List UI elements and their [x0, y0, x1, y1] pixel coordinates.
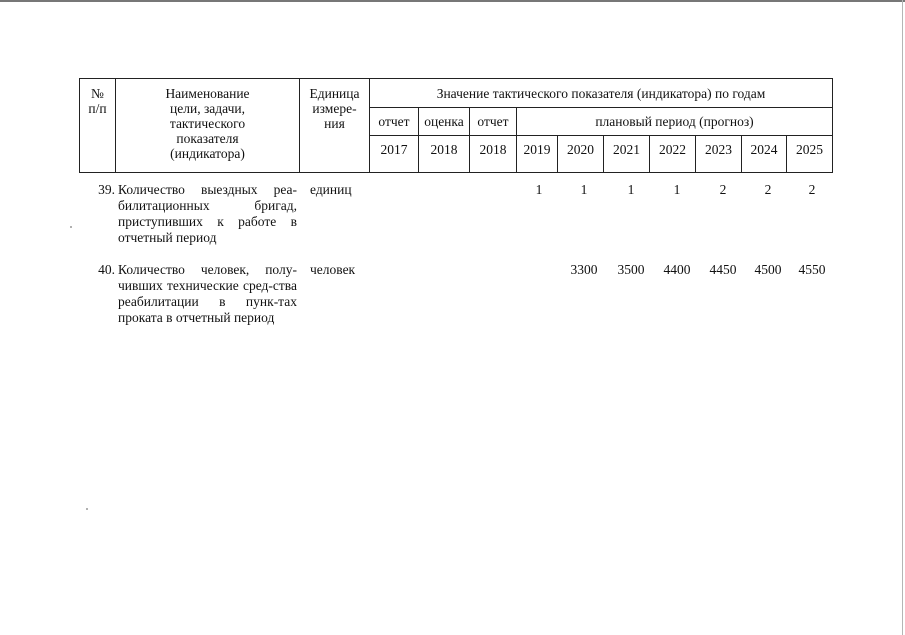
row-value-2019: 1 — [535, 182, 543, 197]
table-row — [79, 182, 836, 252]
row-indicator-name: Количество человек, полу-чивших технические сред-ства реабилитации в пунк-тах проката в отчетный период — [118, 262, 297, 325]
header-year: 2020 — [558, 136, 604, 173]
header-name: Наименование цели, задачи, тактического показателя (индикатора) — [116, 79, 300, 173]
header-sub-plan: плановый период (прогноз) — [517, 108, 833, 136]
header-year: 2022 — [650, 136, 696, 173]
row-number: 40. — [98, 262, 115, 277]
row-unit: человек — [310, 262, 356, 277]
row-value-2021: 1 — [627, 182, 635, 197]
row-value-2024: 4500 — [754, 262, 782, 277]
row-value-2021: 3500 — [617, 262, 645, 277]
row-value-2020: 1 — [580, 182, 588, 197]
row-value-2025: 4550 — [798, 262, 826, 277]
header-unit: Единица измере- ния — [300, 79, 370, 173]
header-year: 2023 — [696, 136, 742, 173]
header-year: 2017 — [370, 136, 419, 173]
scan-speck — [70, 226, 72, 228]
row-indicator-name: Количество выездных реа-билитационных бригад, приступивших к работе в отчетный период — [118, 182, 297, 245]
row-value-2022: 1 — [673, 182, 681, 197]
scan-speck — [86, 508, 88, 510]
row-unit: единиц — [310, 182, 352, 197]
header-sub-report-2017: отчет — [370, 108, 419, 136]
header-year: 2021 — [604, 136, 650, 173]
row-value-2020: 3300 — [570, 262, 598, 277]
indicator-table-header — [79, 78, 833, 173]
header-year: 2025 — [787, 136, 833, 173]
header-year: 2019 — [517, 136, 558, 173]
scan-right-edge — [902, 0, 903, 635]
row-number: 39. — [98, 182, 115, 197]
row-value-2023: 2 — [719, 182, 727, 197]
header-sub-estimate: оценка — [419, 108, 470, 136]
row-value-2025: 2 — [808, 182, 816, 197]
header-year: 2018 — [470, 136, 517, 173]
table-row — [79, 262, 836, 348]
header-num: № п/п — [80, 79, 116, 173]
header-year: 2018 — [419, 136, 470, 173]
row-value-2024: 2 — [764, 182, 772, 197]
header-sub-report-2018: отчет — [470, 108, 517, 136]
header-year: 2024 — [742, 136, 787, 173]
row-value-2022: 4400 — [663, 262, 691, 277]
header-values-title: Значение тактического показателя (индикатора) по годам — [370, 79, 833, 108]
row-value-2023: 4450 — [709, 262, 737, 277]
scan-top-edge — [0, 0, 905, 2]
